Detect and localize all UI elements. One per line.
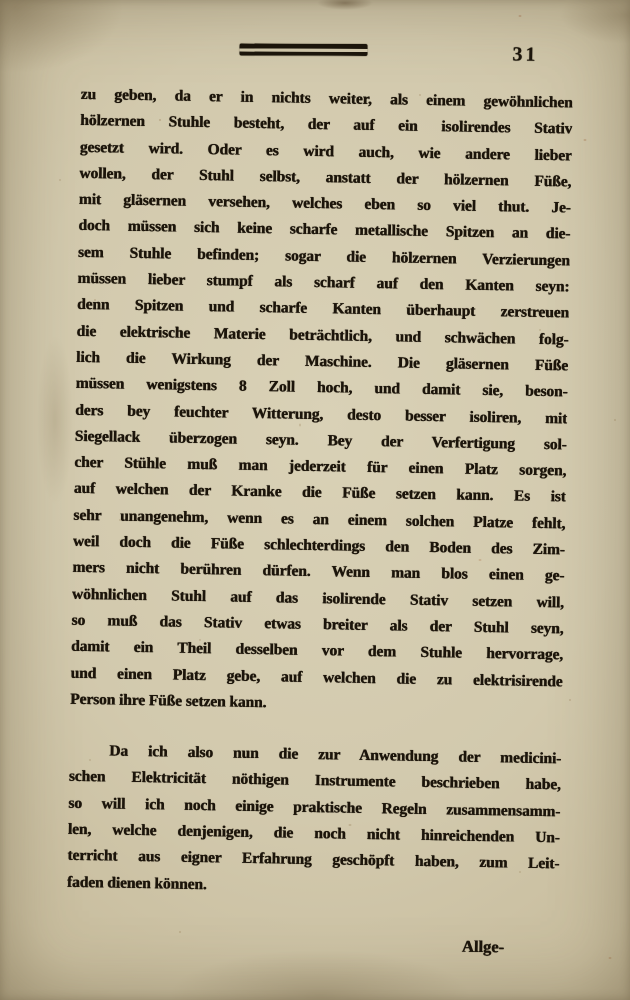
text-line: damit ein Theil desselben vor dem Stuhle hervorrage, <box>70 638 564 664</box>
text-line: doch müssen sich keine scharfe metallische Spitzen an die- <box>78 217 571 243</box>
text-line: hölzernen Stuhle besteht, der auf ein isolirendes Stativ <box>80 112 573 138</box>
text-line: die elektrische Materie beträchtlich, und schwächen folg- <box>76 322 569 349</box>
text-line: gesetzt wird. Oder es wird auch, wie andere lieber <box>79 138 572 165</box>
catchword: Allge- <box>461 936 505 957</box>
text-line: wöhnlichen Stuhl auf das isolirende Stativ setzen will, <box>71 585 565 612</box>
text-line: lich die Wirkung der Maschine. Die gläsernen Füße <box>75 348 569 375</box>
text-line: so will ich noch einige praktische Regeln zusammensamm- <box>68 794 561 821</box>
text-line: Person ihre Füße setzen kann. <box>69 690 267 712</box>
text-line: len, welche denjenigen, die noch nicht hinreichenden Un- <box>67 820 560 847</box>
text-line: schen Elektricität nöthigen Instrumente beschrieben habe, <box>68 768 561 794</box>
text-line: wollen, der Stuhl selbst, anstatt der hölzernen Füße, <box>79 164 572 191</box>
text-line: mers nicht berühren dürfen. Wenn man blos einen ge- <box>72 559 565 585</box>
text-line: Siegellack überzogen seyn. Bey der Verfertigung sol- <box>74 427 567 454</box>
text-line: müssen wenigstens 8 Zoll hoch, und damit sie, beson- <box>75 375 568 401</box>
text-line: denn Spitzen und scharfe Kanten überhaupt zerstreuen <box>76 296 570 322</box>
text-line: faden dienen können. <box>66 873 207 893</box>
text-line: weil doch die Füße schlechterdings den Boden des Zim- <box>72 532 565 559</box>
body-text <box>67 82 573 904</box>
text-line: ders bey feuchter Witterung, desto besser isoliren, mit <box>75 401 568 427</box>
text-line: zu geben, da er in nichts weiter, als einem gewöhnlichen <box>80 85 573 112</box>
page-number: 31 <box>512 43 539 66</box>
text-line: müssen lieber stumpf als scharf auf den Kanten seyn: <box>77 269 570 296</box>
text-line: mit gläsernen versehen, welches eben so viel thut. Je- <box>78 191 571 217</box>
text-line: und einen Platz gebe, auf welchen die zu elektrisirende <box>70 664 563 690</box>
double-rule-ornament-icon <box>239 44 367 56</box>
text-line: terricht aus eigner Erfahrung geschöpft haben, zum Leit- <box>67 847 560 873</box>
text-line: sem Stuhle befinden; sogar die hölzernen Verzierungen <box>77 243 571 270</box>
text-line: cher Stühle muß man jederzeit für einen Platz sorgen, <box>74 453 567 480</box>
text-line: so muß das Stativ etwas breiter als der Stuhl seyn, <box>71 611 564 638</box>
paragraph <box>70 82 573 722</box>
text-line: Da ich also nun die zur Anwendung der medicini- <box>109 742 562 768</box>
text-line: sehr unangenehm, wenn es an einem solchen Platze fehlt, <box>73 506 566 533</box>
paragraph <box>67 738 562 904</box>
text-line: auf welchen der Kranke die Füße setzen kann. Es ist <box>73 480 566 506</box>
